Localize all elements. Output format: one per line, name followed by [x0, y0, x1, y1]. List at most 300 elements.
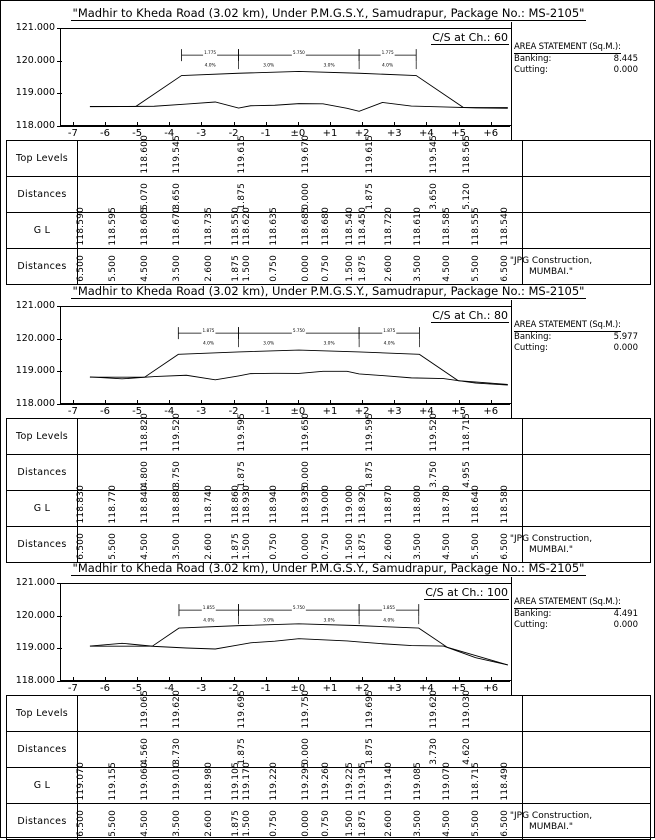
table-cell: 118.550 [230, 207, 241, 246]
table-cell: 4.500 [442, 533, 453, 560]
company-name: "JPG Construction, [509, 534, 593, 544]
table-row-label: Distances [7, 455, 78, 490]
x-axis-tick [266, 122, 267, 127]
x-axis [60, 681, 510, 695]
table-cell: 119.520 [429, 413, 440, 452]
formation-profile [90, 350, 508, 384]
x-axis-line [60, 681, 510, 682]
table-cell: 118.555 [471, 207, 482, 246]
sheet-title-text: "Madhir to Kheda Road (3.02 km), Under P.M.G.S.Y., Samudrapur, Package No.: MS-2105" [72, 284, 585, 298]
plot-frame [60, 306, 511, 404]
table-cell: 119.010 [172, 762, 183, 801]
x-axis-tick-label: +3 [386, 128, 402, 139]
table-cell: 119.195 [358, 762, 369, 801]
table-cell: 119.595 [365, 413, 376, 452]
area-statement-panel [514, 597, 654, 631]
table-row-label: Distances [7, 249, 78, 284]
table-data-right-border [522, 177, 523, 212]
table-cell: 119.545 [429, 135, 440, 174]
cross-section-plot [1, 300, 655, 418]
table-data-right-border [522, 419, 523, 454]
x-axis-tick [491, 122, 492, 127]
table-cell: 118.740 [204, 485, 215, 524]
x-axis-tick [169, 400, 170, 405]
sheet-title-text: "Madhir to Kheda Road (3.02 km), Under P.M.G.S.Y., Samudrapur, Package No.: MS-2105" [72, 6, 585, 20]
x-axis-tick [105, 122, 106, 127]
table-cell: 5.500 [108, 810, 118, 837]
table-cell: 1.875 [358, 533, 369, 560]
x-axis-tick-label: +3 [386, 683, 402, 694]
x-axis-tick-label: +4 [419, 128, 434, 139]
slope-label: 3.0% [323, 618, 335, 624]
table-cell: 118.715 [471, 762, 482, 801]
table-row-label: Top Levels [7, 419, 78, 454]
table-cell: 3.750 [172, 461, 183, 488]
table-cell: 0.750 [268, 255, 279, 282]
y-axis-tick-label: 119.000 [15, 642, 55, 654]
table-cell: 119.670 [300, 135, 311, 174]
table-cell: 2.600 [204, 255, 215, 282]
area-statement-banking-value: 8.445 [613, 54, 638, 64]
x-axis-tick-label: -1 [260, 683, 271, 694]
x-axis-tick [73, 400, 74, 405]
table-row-label: Distances [7, 732, 78, 767]
table-cell: 119.065 [140, 690, 151, 729]
table-cell: 1.500 [242, 533, 253, 560]
table-cell: 119.085 [413, 762, 424, 801]
table-cell: 118.540 [345, 207, 356, 246]
panel-divider [511, 300, 512, 418]
area-statement-row-cutting [514, 343, 654, 354]
table-cell: 118.820 [140, 413, 151, 452]
table-cell: 119.000 [345, 485, 356, 524]
x-axis-tick-label: -6 [100, 683, 110, 694]
sheet-title [1, 561, 655, 577]
table-cell: 4.500 [442, 255, 453, 282]
x-axis-tick [266, 400, 267, 405]
chainage-label-text: C/S at Ch.: 60 [432, 31, 508, 44]
x-axis-tick-label: -5 [132, 406, 143, 417]
y-axis-tick-label: 119.000 [15, 87, 55, 99]
cross-section-block [1, 284, 655, 562]
dimension-value-label: 5.750 [292, 49, 305, 55]
table-data-right-border [522, 491, 523, 526]
y-axis-tick-label: 118.000 [15, 398, 55, 409]
company-note [476, 256, 626, 278]
x-axis-line [60, 404, 510, 405]
x-axis-tick [266, 677, 267, 682]
company-name: "JPG Construction, [509, 256, 593, 266]
table-cell: 3.500 [172, 810, 183, 837]
table-cell: 118.920 [358, 485, 369, 524]
x-axis-tick-label: +1 [322, 683, 338, 694]
x-axis-tick-label: -4 [164, 128, 175, 139]
x-axis-tick-label: +6 [483, 683, 499, 694]
x-axis-tick [201, 677, 202, 682]
table-cell: 0.750 [320, 533, 331, 560]
table-cell: 2.600 [384, 255, 395, 282]
slope-label: 3.0% [263, 618, 275, 624]
table-cell: 3.500 [413, 533, 424, 560]
y-axis-tick-label: 118.000 [15, 675, 55, 686]
table-cell: 5.500 [471, 255, 482, 282]
dimension-value-label: 1.855 [382, 604, 395, 610]
x-axis-tick [169, 677, 170, 682]
table-cell: 118.565 [461, 135, 472, 174]
x-axis-tick-label: -4 [164, 406, 175, 417]
table-cell: 118.870 [384, 485, 395, 524]
company-city: MUMBAI." [528, 545, 574, 555]
table-cell: 119.105 [230, 762, 241, 801]
x-axis-tick [330, 122, 331, 127]
table-cell: 119.520 [172, 413, 183, 452]
table-cell: 1.875 [236, 461, 247, 488]
table-cell: 118.640 [471, 485, 482, 524]
x-axis-tick-label: +3 [386, 406, 402, 417]
x-axis-tick [169, 122, 170, 127]
x-axis-tick [330, 677, 331, 682]
table-cell: 118.770 [108, 485, 118, 524]
table-cell: 118.600 [140, 135, 151, 174]
table-cell: 2.600 [204, 810, 215, 837]
table-cell: 118.720 [384, 207, 395, 246]
x-axis-tick-label: +4 [419, 406, 434, 417]
cross-section-block [1, 6, 655, 284]
table-cell: 118.800 [413, 485, 424, 524]
table-cell: 1.875 [236, 183, 247, 210]
y-axis-labels [1, 577, 59, 686]
area-statement-cutting-value: 0.000 [613, 65, 638, 75]
table-cell: 0.750 [268, 533, 279, 560]
area-statement-cutting-label: Cutting: [514, 620, 548, 630]
table-cell: 0.000 [300, 738, 311, 765]
table-cell: 119.750 [300, 690, 311, 729]
x-axis-tick [234, 122, 235, 127]
x-axis-line [60, 126, 510, 127]
x-axis-tick [298, 677, 299, 682]
x-axis-tick [137, 677, 138, 682]
table-cell: 118.605 [140, 207, 151, 246]
table-cell: 118.980 [204, 762, 215, 801]
table-cell: 119.545 [172, 135, 183, 174]
table-cell: 119.620 [172, 690, 183, 729]
area-statement-panel [514, 42, 654, 76]
table-cell: 118.935 [300, 485, 311, 524]
table-cell: 6.500 [75, 533, 86, 560]
slope-label: 3.0% [323, 341, 335, 347]
table-cell: 118.685 [300, 207, 311, 246]
table-cell: 0.000 [300, 255, 311, 282]
table-cell: 118.670 [172, 207, 183, 246]
table-cell: 119.695 [365, 690, 376, 729]
slope-label: 4.0% [381, 63, 394, 69]
table-cell: 1.875 [365, 461, 376, 488]
x-axis-tick-label: -6 [100, 128, 110, 139]
table-cell: 118.450 [358, 207, 369, 246]
slope-label: 4.0% [202, 341, 215, 347]
table-row-cells [78, 135, 650, 176]
table-cell: 6.500 [75, 255, 86, 282]
table-row-top-levels [7, 135, 650, 177]
x-axis-tick-label: -1 [260, 128, 271, 139]
company-note [476, 811, 626, 833]
table-cell: 119.615 [236, 135, 247, 174]
x-axis-tick [426, 122, 427, 127]
dimension-value-label: 1.775 [204, 49, 217, 55]
table-cell: 5.500 [471, 810, 482, 837]
area-statement-header [514, 320, 654, 332]
area-statement-row-banking [514, 54, 654, 65]
x-axis-tick [201, 400, 202, 405]
x-axis-tick-label: +6 [483, 406, 499, 417]
dimension-value-label: 1.875 [202, 327, 215, 333]
x-axis-tick [137, 400, 138, 405]
table-cell: 0.750 [268, 810, 279, 837]
table-row-label: G L [7, 213, 78, 248]
area-statement-row-cutting [514, 65, 654, 76]
table-cell: 1.875 [236, 738, 247, 765]
x-axis [60, 126, 510, 140]
profile-lines [61, 583, 511, 681]
table-cell: 4.500 [442, 810, 453, 837]
table-cell: 3.500 [413, 255, 424, 282]
area-statement-cutting-label: Cutting: [514, 65, 548, 75]
x-axis-tick [330, 400, 331, 405]
table-cell: 119.650 [300, 413, 311, 452]
table-cell: 5.120 [461, 183, 472, 210]
dimension-value-label: 5.750 [292, 327, 305, 333]
x-axis-tick-label: ±0 [290, 128, 306, 139]
x-axis-tick-label: +2 [354, 128, 370, 139]
table-cell: 119.070 [442, 762, 453, 801]
cross-section-block [1, 561, 655, 839]
x-axis-tick [362, 400, 363, 405]
x-axis-tick-label: -3 [196, 128, 207, 139]
x-axis-tick-label: -7 [67, 683, 78, 694]
table-data-right-border [522, 455, 523, 490]
table-cell: 119.225 [345, 762, 356, 801]
table-cell: 119.060 [140, 762, 151, 801]
table-row-label: G L [7, 768, 78, 803]
profile-lines [61, 306, 511, 404]
y-axis-labels [1, 22, 59, 131]
x-axis-tick [137, 122, 138, 127]
table-row-label: G L [7, 491, 78, 526]
table-cell: 119.695 [236, 690, 247, 729]
area-statement-header-text: AREA STATEMENT (Sq.M.): [514, 320, 621, 330]
dimension-value-label: 5.750 [292, 604, 305, 610]
area-statement-cutting-value: 0.000 [613, 343, 638, 353]
table-cell: 1.875 [365, 738, 376, 765]
table-cell: 118.680 [320, 207, 331, 246]
x-axis-tick [491, 677, 492, 682]
table-cell: 2.600 [384, 533, 395, 560]
table-cell: 4.560 [140, 738, 151, 765]
x-axis-tick [459, 677, 460, 682]
table-cell: 4.500 [140, 810, 151, 837]
table-data-right-border [522, 768, 523, 803]
table-cell: 118.580 [500, 485, 511, 524]
x-axis-tick [459, 122, 460, 127]
table-cell: 0.000 [300, 533, 311, 560]
dimension-value-label: 1.855 [202, 604, 215, 610]
table-cell: 1.500 [242, 255, 253, 282]
table-cell: 5.500 [471, 533, 482, 560]
table-cell: 119.260 [320, 762, 331, 801]
x-axis-tick-label: -2 [228, 128, 239, 139]
table-cell: 6.500 [500, 810, 511, 837]
table-cell: 118.585 [442, 207, 453, 246]
table-cell: 4.500 [140, 533, 151, 560]
x-axis-tick-label: +4 [419, 683, 434, 694]
slope-label: 4.0% [383, 341, 395, 347]
table-cell: 0.750 [320, 810, 331, 837]
table-cell: 118.635 [268, 207, 279, 246]
table-cell: 1.875 [358, 810, 369, 837]
table-cell: 3.650 [429, 183, 440, 210]
table-cell: 4.800 [140, 461, 151, 488]
formation-profile [90, 624, 508, 665]
area-statement-cutting-label: Cutting: [514, 343, 548, 353]
table-cell: 6.500 [500, 255, 511, 282]
x-axis-tick [73, 677, 74, 682]
table-cell: 118.735 [204, 207, 215, 246]
table-cell: 119.140 [384, 762, 395, 801]
slope-label: 3.0% [263, 341, 275, 347]
table-row-top-levels [7, 413, 650, 455]
y-axis-tick-label: 120.000 [15, 332, 55, 344]
table-row-label: Distances [7, 804, 78, 839]
y-axis-tick-label: 118.000 [15, 120, 55, 131]
area-statement-header-text: AREA STATEMENT (Sq.M.): [514, 42, 621, 52]
x-axis-tick [73, 122, 74, 127]
table-cell: 119.295 [300, 762, 311, 801]
table-row-cells [78, 413, 650, 454]
area-statement-header-text: AREA STATEMENT (Sq.M.): [514, 597, 621, 607]
area-statement-row-banking [514, 609, 654, 620]
area-statement-panel [514, 320, 654, 354]
table-cell: 1.500 [345, 810, 356, 837]
table-cell: 2.600 [204, 533, 215, 560]
x-axis-tick-label: -3 [196, 683, 207, 694]
table-row-label: Distances [7, 177, 78, 212]
table-cell: 1.500 [345, 255, 356, 282]
table-data-right-border [522, 141, 523, 176]
x-axis-tick-label: +2 [354, 683, 370, 694]
table-cell: 3.730 [172, 738, 183, 765]
x-axis-tick-label: ±0 [290, 683, 306, 694]
table-cell: 1.875 [365, 183, 376, 210]
x-axis-tick [394, 677, 395, 682]
x-axis-tick [394, 122, 395, 127]
y-axis-tick-label: 121.000 [15, 22, 55, 33]
table-cell: 1.875 [230, 810, 241, 837]
table-data-right-border [522, 732, 523, 767]
table-cell: 1.875 [358, 255, 369, 282]
sheet-title [1, 284, 655, 300]
x-axis-tick [394, 400, 395, 405]
ground-level-profile [90, 102, 508, 111]
area-statement-row-cutting [514, 620, 654, 631]
table-cell: 6.500 [500, 533, 511, 560]
table-row-ground-levels [7, 207, 650, 249]
table-cell: 119.595 [236, 413, 247, 452]
x-axis-tick-label: +1 [322, 128, 338, 139]
table-cell: 3.650 [172, 183, 183, 210]
area-statement-banking-label: Banking: [514, 332, 552, 342]
dimension-value-label: 1.875 [383, 327, 396, 333]
x-axis-tick-label: +5 [451, 128, 466, 139]
table-cell: 5.500 [108, 533, 118, 560]
table-cell: 3.500 [172, 533, 183, 560]
x-axis-tick [426, 677, 427, 682]
table-cell: 119.030 [461, 690, 472, 729]
area-statement-banking-label: Banking: [514, 54, 552, 64]
table-row-cells [75, 762, 650, 803]
table-cell: 118.620 [242, 207, 253, 246]
panel-divider [511, 22, 512, 140]
area-statement-banking-label: Banking: [514, 609, 552, 619]
x-axis-tick-label: -2 [228, 683, 239, 694]
x-axis-tick [298, 400, 299, 405]
slope-label: 4.0% [204, 63, 216, 69]
x-axis-tick [362, 122, 363, 127]
table-row-cells [75, 207, 650, 248]
y-axis-tick-label: 119.000 [15, 365, 55, 377]
table-row-ground-levels [7, 485, 650, 527]
area-statement-row-banking [514, 332, 654, 343]
x-axis-tick-label: -7 [67, 406, 78, 417]
table-cell: 118.540 [500, 207, 511, 246]
area-statement-banking-value: 4.491 [613, 609, 638, 619]
table-cell: 3.750 [429, 461, 440, 488]
table-cell: 0.000 [300, 810, 311, 837]
area-statement-header [514, 597, 654, 609]
x-axis-tick [362, 677, 363, 682]
table-row-label: Top Levels [7, 141, 78, 176]
chainage-label-text: C/S at Ch.: 80 [432, 309, 508, 322]
area-statement-header [514, 42, 654, 54]
slope-label: 3.0% [323, 63, 335, 69]
table-cell: 118.595 [108, 207, 118, 246]
x-axis-tick-label: -1 [260, 406, 271, 417]
x-axis-tick-label: +5 [451, 406, 466, 417]
x-axis-tick-label: +5 [451, 683, 466, 694]
x-axis [60, 404, 510, 418]
table-cell: 4.955 [461, 461, 472, 488]
table-cell: 119.620 [429, 690, 440, 729]
table-cell: 1.500 [345, 533, 356, 560]
table-cell: 1.500 [242, 810, 253, 837]
x-axis-tick-label: -7 [67, 128, 78, 139]
table-cell: 1.875 [230, 255, 241, 282]
sheet-title-text: "Madhir to Kheda Road (3.02 km), Under P.M.G.S.Y., Samudrapur, Package No.: MS-2105" [72, 561, 585, 575]
table-cell: 118.590 [75, 207, 86, 246]
company-city: MUMBAI." [528, 822, 574, 832]
x-axis-tick-label: -4 [164, 683, 175, 694]
x-axis-tick [105, 677, 106, 682]
table-cell: 118.490 [500, 762, 511, 801]
company-name: "JPG Construction, [509, 811, 593, 821]
panel-divider [511, 577, 512, 695]
chainage-label-text: C/S at Ch.: 100 [425, 586, 508, 599]
x-axis-tick-label: -2 [228, 406, 239, 417]
table-row-cells [75, 485, 650, 526]
table-cell: 119.155 [108, 762, 118, 801]
ground-level-profile [90, 639, 508, 665]
company-note [476, 534, 626, 556]
table-cell: 2.600 [384, 810, 395, 837]
